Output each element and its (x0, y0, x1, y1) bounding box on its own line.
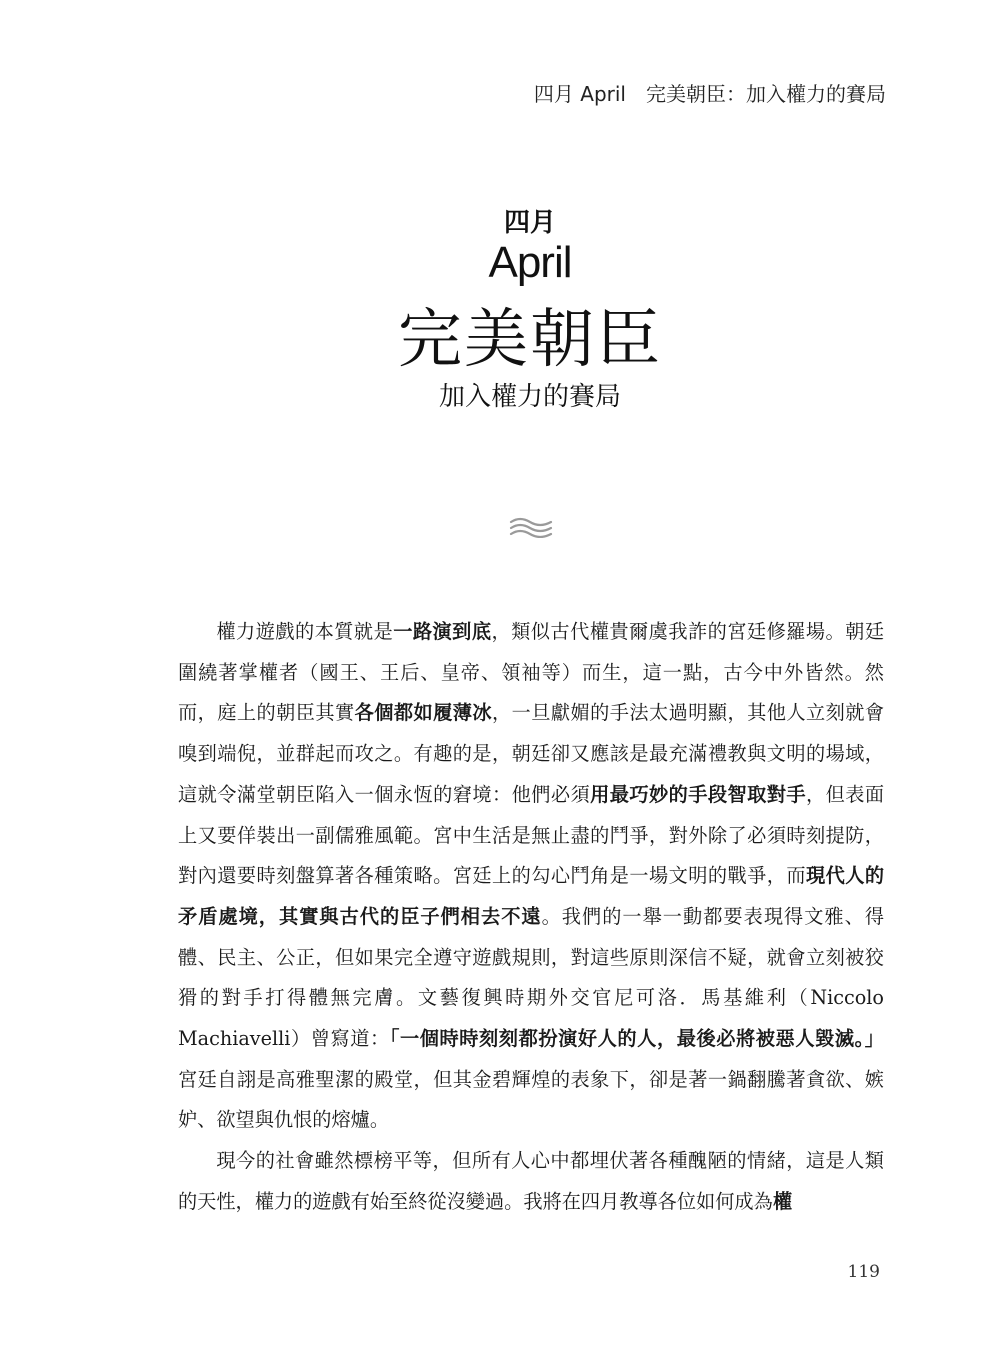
text-run: 。我們的一舉一動都要表現得文雅、得體、民主、公正，但如果完全遵守遊戲規則，對這些原則深信不疑，就會立刻被狡猾的對手打得體無完膚。文藝復興時期外交官尼可洛．馬基維利（Niccolo Machiavelli）曾寫道： (178, 904, 885, 1051)
text-run: 權力遊戲的本質就是 (216, 620, 394, 643)
paragraph-2 (178, 1141, 884, 1222)
page-number: 119 (847, 1262, 880, 1282)
text-run: 現今的社會雖然標榜平等，但所有人心中都埋伏著各種醜陋的情緒，這是人類的天性，權力的遊戲有始至終從沒變過。我將在四月教導各位如何成為 (178, 1149, 884, 1213)
chapter-title-block (0, 208, 1000, 414)
emphasis-text: 各個都如履薄冰 (354, 701, 492, 725)
header-chapter: 完美朝臣：加入權力的賽局 (646, 82, 886, 106)
text-run: 宮廷自詡是高雅聖潔的殿堂，但其金碧輝煌的表象下，卻是著一鍋翻騰著貪欲、嫉妒、欲望與仇恨的熔爐。 (178, 1067, 884, 1132)
header-month: 四月 April (533, 82, 626, 106)
emphasis-text: 現代人的矛盾處境，其實與古代的臣子們相去不遠 (178, 864, 885, 928)
text-run: ，類似古代權貴爾虞我詐的宮廷修羅場。朝廷圍繞著掌權者（國王、王后、皇帝、領袖等）而生，這一點，古今中外皆然。然而，庭上的朝臣其實 (178, 620, 885, 725)
emphasis-quote: 「一個時時刻刻都扮演好人的人，最後必將被惡人毀滅。」 (389, 1027, 884, 1051)
month-english: April (488, 238, 572, 287)
emphasis-text: 權 (772, 1189, 792, 1213)
emphasis-text: 用最巧妙的手段智取對手 (590, 782, 806, 806)
text-run: ，一旦獻媚的手法太過明顯，其他人立刻就會嗅到端倪，並群起而攻之。有趣的是，朝廷卻又應該是最充滿禮教與文明的場域，這就令滿堂朝臣陷入一個永恆的窘境：他們必須 (178, 701, 885, 806)
chapter-subtitle: 加入權力的賽局 (438, 382, 621, 412)
paragraph-1 (178, 612, 884, 1141)
chapter-title: 完美朝臣 (398, 303, 662, 377)
emphasis-text: 一路演到底 (393, 620, 492, 643)
wave-ornament-icon (508, 516, 554, 538)
month-chinese: 四月 (503, 208, 556, 238)
body-text (178, 612, 884, 1223)
text-run: ，但表面上又要佯裝出一副儒雅風範。宮中生活是無止盡的鬥爭，對外除了必須時刻提防，對內還要時刻盤算著各種策略。宮廷上的勾心鬥角是一場文明的戰爭，而 (178, 782, 885, 888)
running-header (534, 78, 886, 107)
